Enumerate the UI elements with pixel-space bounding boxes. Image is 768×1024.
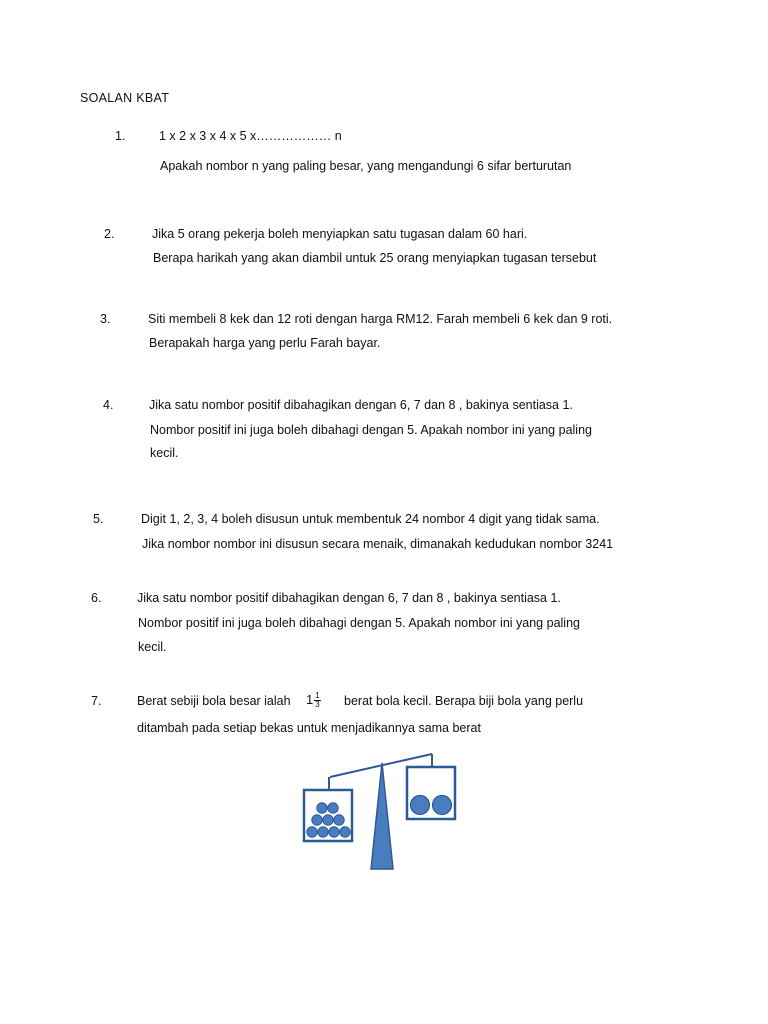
question-5-number: 5. (93, 512, 104, 526)
question-6-line-2: Nombor positif ini juga boleh dibahagi dengan 5. Apakah nombor ini yang paling (138, 616, 580, 630)
small-ball (307, 827, 317, 837)
question-7-line-2: ditambah pada setiap bekas untuk menjadikannya sama berat (137, 721, 481, 735)
question-7-number: 7. (91, 694, 102, 708)
question-1-expression: 1 x 2 x 3 x 4 x 5 x……………… n (159, 129, 342, 143)
small-ball (328, 803, 338, 813)
question-7-line-1-start: Berat sebiji bola besar ialah (137, 694, 291, 708)
question-6-line-1: Jika satu nombor positif dibahagikan dengan 6, 7 dan 8 , bakinya sentiasa 1. (137, 591, 561, 605)
small-ball (329, 827, 339, 837)
page-title: SOALAN KBAT (80, 91, 170, 105)
big-ball (411, 796, 430, 815)
question-2-line-2: Berapa harikah yang akan diambil untuk 25 orang menyiapkan tugasan tersebut (153, 251, 597, 265)
mixed-fraction-whole: 1 (306, 692, 314, 707)
question-3-line-1: Siti membeli 8 kek dan 12 roti dengan harga RM12. Farah membeli 6 kek dan 9 roti. (148, 312, 613, 326)
small-ball (318, 827, 328, 837)
small-ball (334, 815, 344, 825)
big-ball (433, 796, 452, 815)
question-6-line-3: kecil. (138, 640, 167, 654)
question-3-line-2: Berapakah harga yang perlu Farah bayar. (149, 336, 381, 350)
big-balls-group (411, 796, 452, 815)
small-ball (340, 827, 350, 837)
fraction-numerator: 1 (315, 691, 320, 701)
question-1-text: Apakah nombor n yang paling besar, yang mengandungi 6 sifar berturutan (160, 159, 572, 173)
question-2-line-1: Jika 5 orang pekerja boleh menyiapkan satu tugasan dalam 60 hari. (152, 227, 528, 241)
question-5-line-2: Jika nombor nombor ini disusun secara menaik, dimanakah kedudukan nombor 3241 (142, 537, 614, 551)
question-2-number: 2. (104, 227, 115, 241)
scale-fulcrum (371, 763, 393, 869)
question-6-number: 6. (91, 591, 102, 605)
question-4-line-2: Nombor positif ini juga boleh dibahagi dengan 5. Apakah nombor ini yang paling (150, 423, 592, 437)
question-4-number: 4. (103, 398, 114, 412)
question-5-line-1: Digit 1, 2, 3, 4 boleh disusun untuk membentuk 24 nombor 4 digit yang tidak sama. (141, 512, 600, 526)
small-ball (317, 803, 327, 813)
small-balls-group (307, 803, 350, 837)
question-3-number: 3. (100, 312, 111, 326)
question-7-line-1-end: berat bola kecil. Berapa biji bola yang perlu (344, 694, 584, 708)
small-ball (312, 815, 322, 825)
question-4-line-3: kecil. (150, 446, 179, 460)
question-1-number: 1. (115, 129, 126, 143)
small-ball (323, 815, 333, 825)
fraction-denominator: 3 (315, 700, 320, 710)
question-4-line-1: Jika satu nombor positif dibahagikan dengan 6, 7 dan 8 , bakinya sentiasa 1. (149, 398, 573, 412)
